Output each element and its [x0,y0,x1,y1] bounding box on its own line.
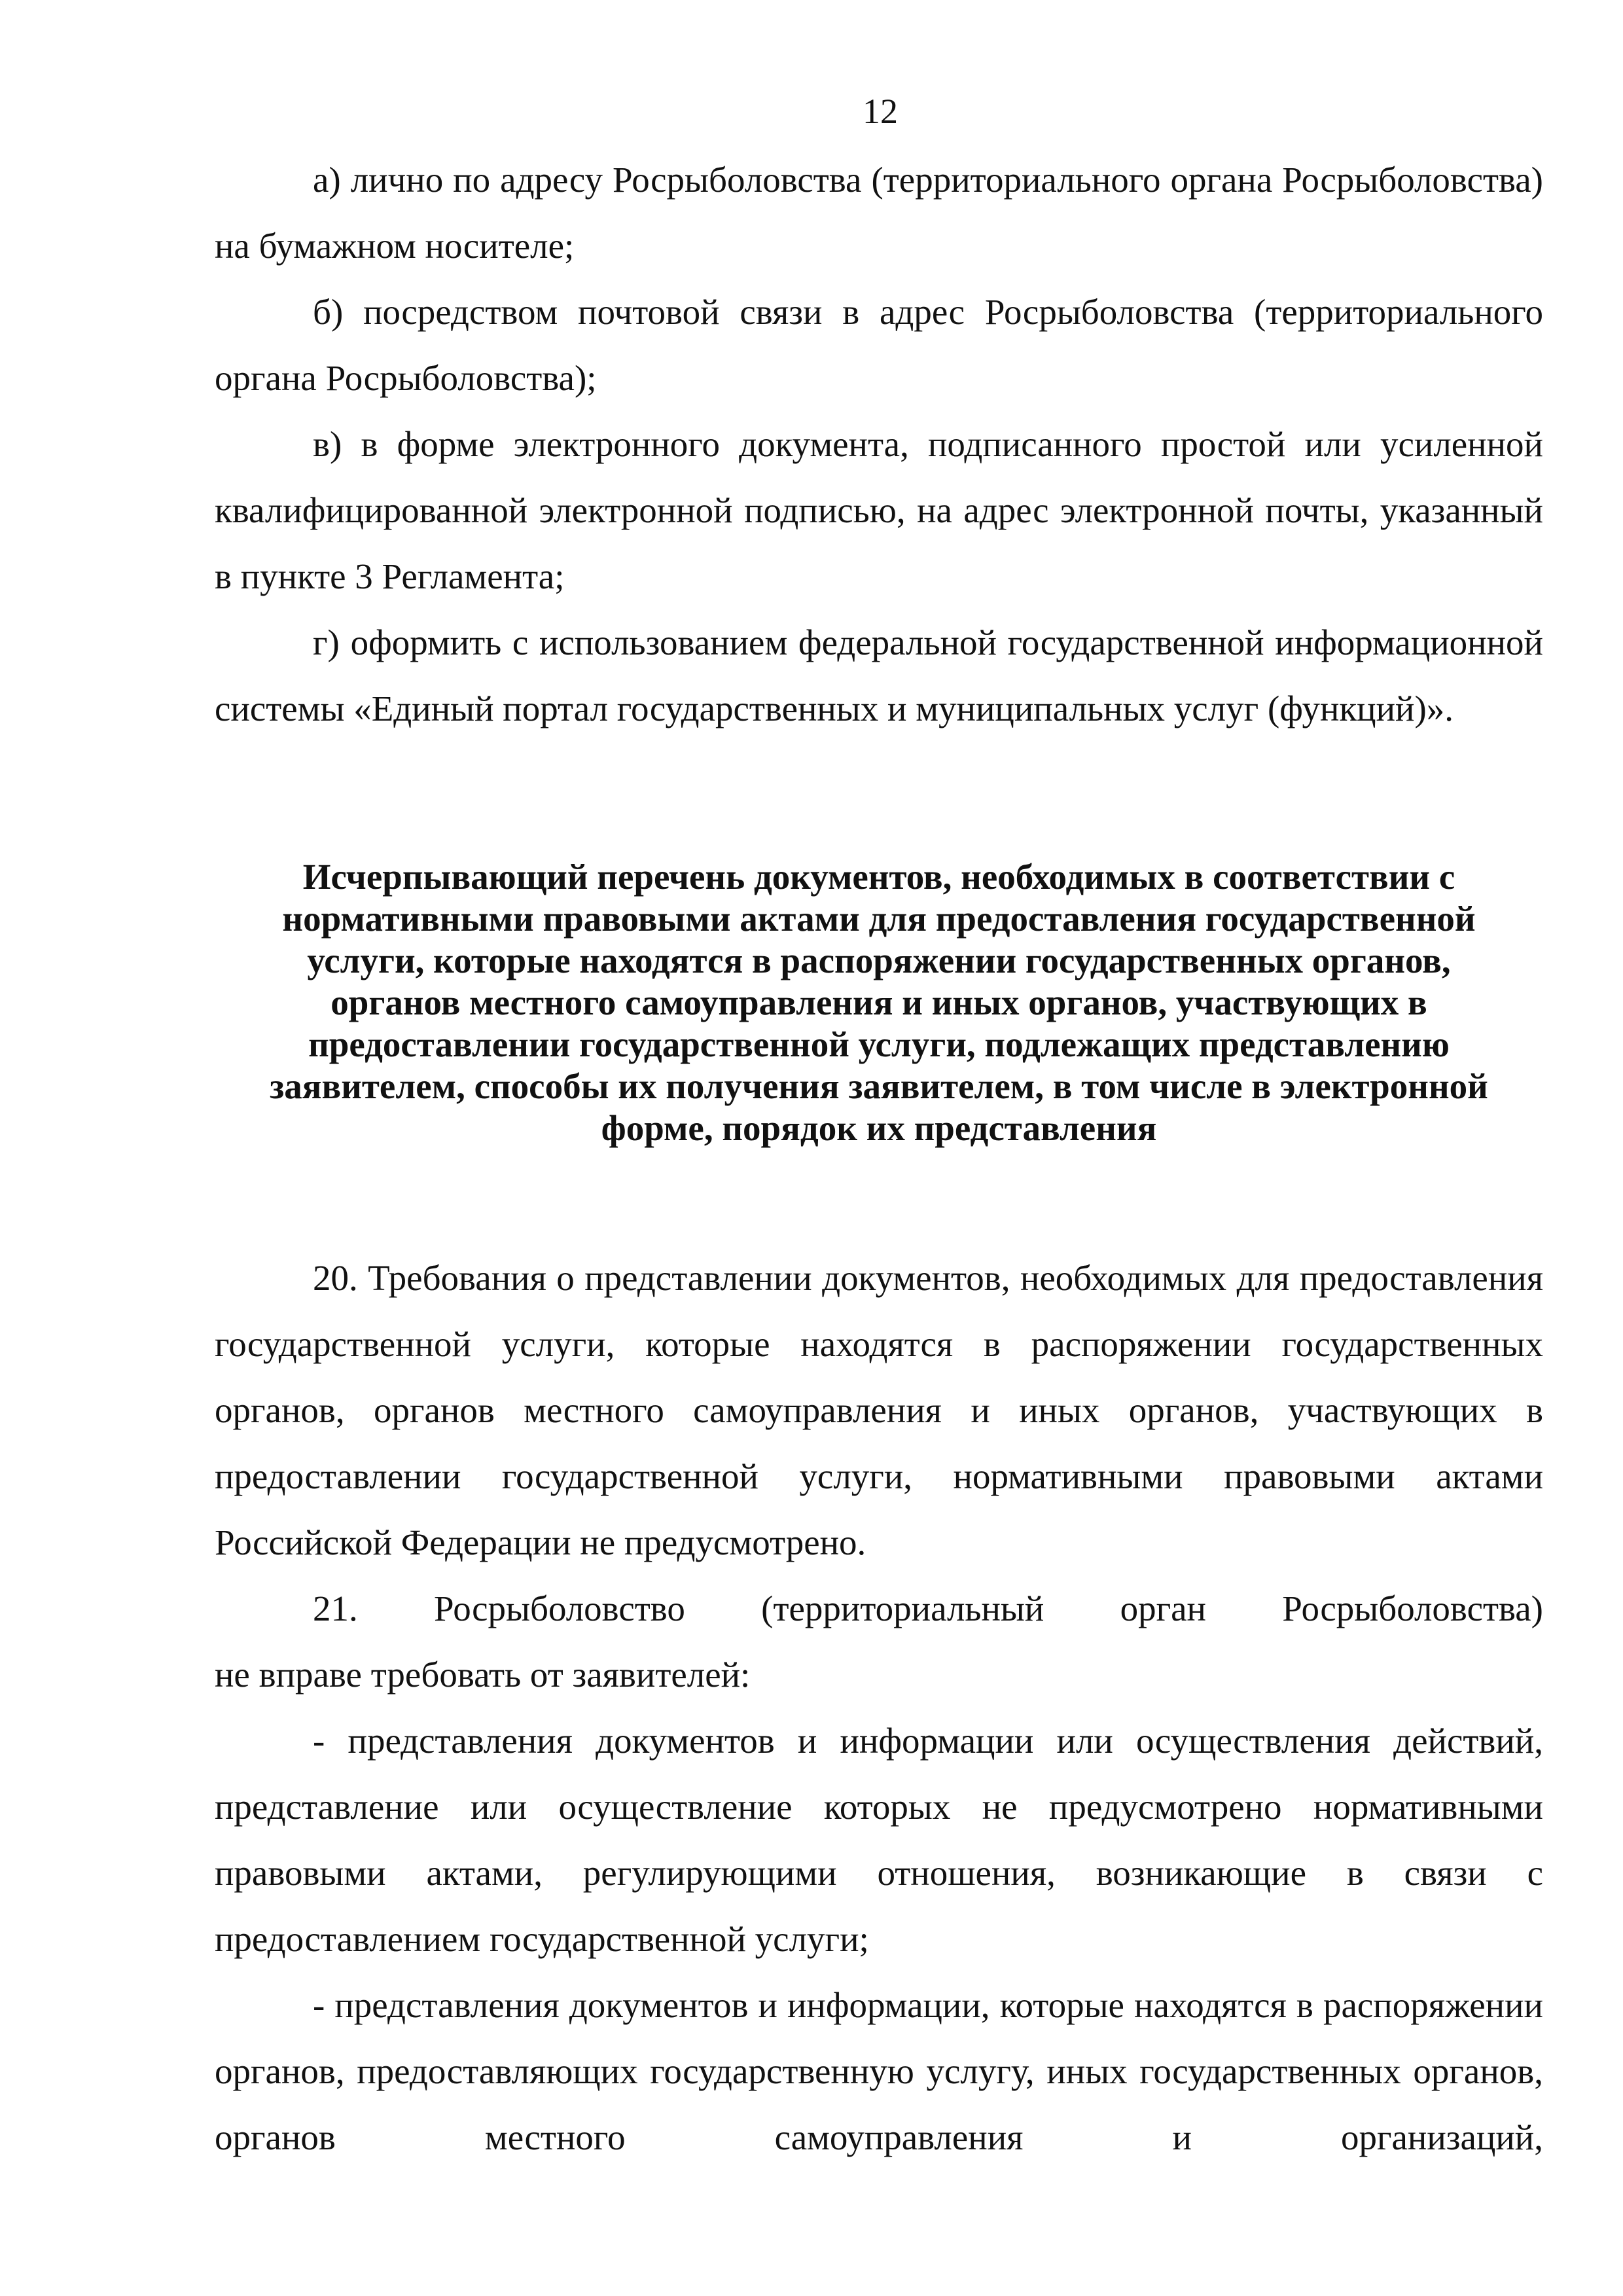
heading-line: форме, порядок их представления [601,1108,1157,1148]
clause-21-bullet-1: - представления документов и информации или осуществления действий, представление или осуществление которых не предусмотрено нормативными правовыми актами, регулирующими отношения, возникающие в связи с предоставлением государственной услуги; [215,1721,1543,1959]
heading-line: услуги, которые находятся в распоряжении государственных органов, [307,941,1451,980]
intro-list [215,147,1543,742]
clause-20: 20. Требования о представлении документов, необходимых для предоставления государственной услуги, которые находятся в распоряжении государственных органов, органов местного самоуправления и иных органов, участвующих в предоставлении государственной услуги, нормативными правовыми актами Российской Федерации не предусмотрено. [215,1258,1543,1562]
heading-line: Исчерпывающий перечень документов, необходимых в соответствии с [302,857,1455,897]
list-item-c: в) в форме электронного документа, подписанного простой или усиленной квалифицированной электронной подписью, на адрес электронной почты, указанный в пункте 3 Регламента; [215,424,1543,596]
clauses [215,1245,1543,2170]
heading-line: нормативными правовыми актами для предоставления государственной [282,899,1476,939]
list-item-d: г) оформить с использованием федеральной государственной информационной системы «Единый портал государственных и муниципальных услуг (функций)». [215,622,1543,728]
list-item-a: а) лично по адресу Росрыболовства (территориального органа Росрыболовства) на бумажном носителе; [215,160,1543,266]
clause-21-second-line: не вправе требовать от заявителей: [215,1655,751,1695]
heading-line: заявителем, способы их получения заявителем, в том числе в электронной [270,1066,1488,1106]
clause-21-first-line: 21. Росрыболовство (территориальный орган Росрыболовства) [313,1588,1543,1628]
section-heading [215,856,1543,1149]
list-item-b: б) посредством почтовой связи в адрес Росрыболовства (территориального органа Росрыболовства); [215,292,1543,398]
clause-21-bullet-2: - представления документов и информации, которые находятся в распоряжении органов, предоставляющих государственную услугу, иных государственных органов, органов местного самоуправления и организаций, [215,1985,1543,2157]
page-number: 12 [863,92,898,131]
heading-line: органов местного самоуправления и иных органов, участвующих в [330,982,1427,1022]
heading-line: предоставлении государственной услуги, подлежащих представлению [308,1024,1450,1064]
